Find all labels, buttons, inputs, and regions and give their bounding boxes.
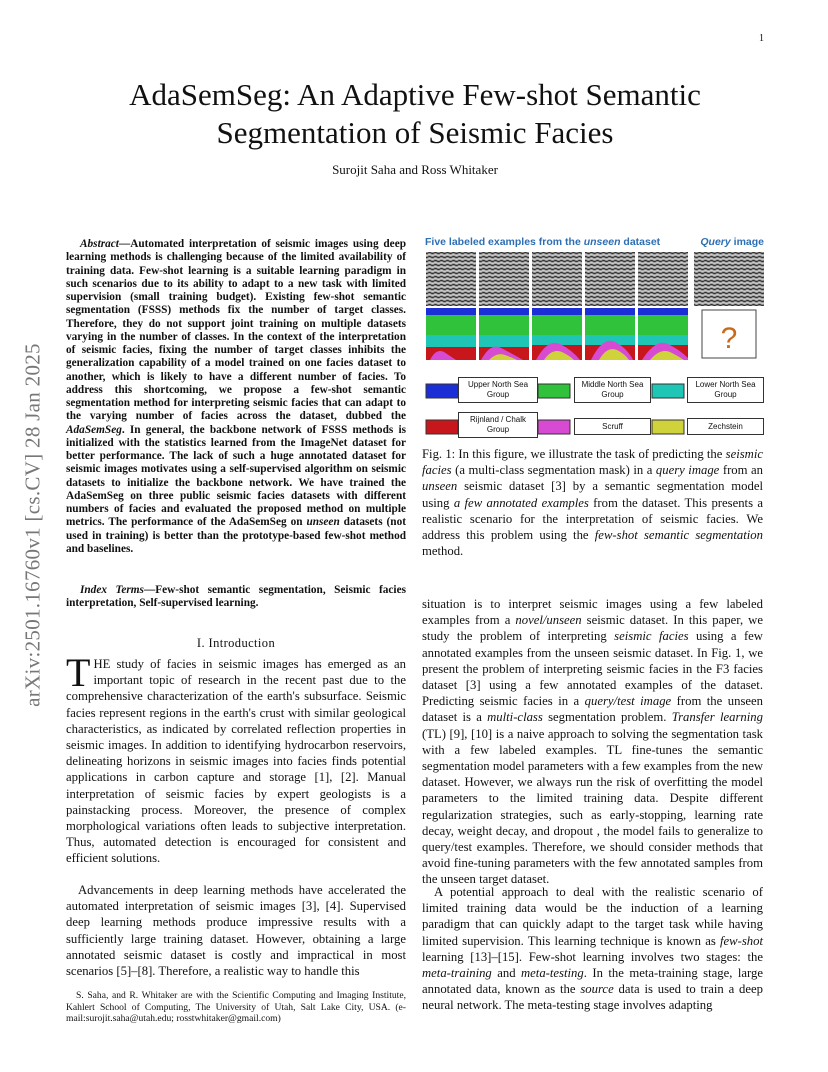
caption-t3: seismic dataset [3] by a semantic segmentation model using (422, 479, 763, 510)
rp2-i2: meta-training (422, 966, 492, 981)
index-terms-lead: Index Terms (80, 584, 144, 596)
rp1-i4: multi-class (487, 710, 543, 725)
caption-i4: a few annotated examples (453, 495, 589, 510)
abstract-unseen: unseen (306, 516, 340, 529)
rp2-t2: learning [13]–[15]. Few-shot learning involves two stages: the (422, 949, 763, 964)
mask-5 (638, 308, 688, 360)
swatch-rijnland-chalk (426, 420, 458, 434)
caption-lead: Fig. 1: In this figure, we illustrate the task of predicting the (422, 447, 726, 461)
authors: Surojit Saha and Ross Whitaker (332, 162, 498, 177)
abstract-method-name: AdaSemSeg (66, 423, 122, 436)
intro-paragraph-1 (66, 650, 406, 867)
rp2-t4: . In the meta-training stage, large annotated data, known as the (422, 966, 763, 997)
swatch-lower-north-sea (652, 384, 684, 398)
intro-paragraph-2: Advancements in deep learning methods have accelerated the automated interpretation of seismic images [3], [4]. Supervised deep learning methods produce impressive results with a sufficiently large training dataset. However, obtaining a large annotated seismic dataset is costly and impractical in most scenarios [5]–[8]. Therefore, a realistic way to handle this (66, 883, 406, 979)
footnote: S. Saha, and R. Whitaker are with the Scientific Computing and Imaging Institute, Kahlert School of Computing, The University of Utah, Salt Lake City, USA. (e-mail:surojit.saha@utah.edu; rosstwhitaker@gmail.com) (66, 990, 406, 1025)
rp1-t4: from the unseen dataset is a (422, 694, 763, 725)
rp2-t5: data is used to train a deep neural network. The meta-testing stage involves adapting (422, 982, 763, 1013)
abstract-text-2: . In general, the backbone network of FSSS methods is initialized with the statistics learned from the ImageNet dataset for better performance. The lack of such a huge annotated dataset for seismic images motivates using a self-supervised algorithm on seismic datasets to initialize the backbone network. We have trained the AdaSemSeg on three public seismic facies datasets with different numbers of facies and evaluated the proposed method on multiple metrics. The performance of the AdaSemSeg on (66, 423, 406, 529)
figure-header-suffix: dataset (620, 236, 661, 248)
abstract (66, 238, 406, 556)
swatch-scruff (538, 420, 570, 434)
caption-i1: seismic facies (422, 447, 763, 478)
query-suffix: image (730, 236, 764, 248)
caption-i3: unseen (422, 479, 458, 494)
abstract-lead: Abstract (80, 238, 119, 250)
legend-label-scruff: Scruff (574, 418, 651, 435)
seismic-image-1 (426, 252, 476, 306)
query-word: Query (700, 236, 731, 248)
rp1-i1: novel/unseen (515, 613, 582, 628)
swatch-middle-north-sea (538, 384, 570, 398)
rp2-t3: and (491, 966, 522, 981)
title-line-2: Segmentation of Seismic Facies (216, 115, 614, 150)
rp2-i1: few-shot (720, 933, 763, 948)
rp1-t6: (TL) [9], [10] is a naive approach to solving the segmentation task with a few labeled examples. TL fine-tunes the semantic segmentation model parameters with a few examples from the new dataset. However, we always run the risk of overfitting the model parameters to the limited training data. Despite different regularization strategies, such as early-stopping, learning rate decay, weight decay, and dropout , the model fails to generalize to query/test examples. Therefore, we should consider methods that avoid fine-tuning parameters with the few annotated samples from the unseen target dataset. (422, 726, 763, 887)
rp2-i3: meta-testing (521, 966, 584, 981)
intro-p1-text: HE study of facies in seismic images has emerged as an important topic of research in the recent past due to the comprehensive characterization of the earth's subsurface. Seismic facies represent regions in the earth's crust with similar geological characteristics, as indicated by correlated reflection properties in seismic images. In addition to identifying hydrocarbon reservoirs, delineating horizons in seismic images into facies finds potential applications in carbon capture and storage [1], [2]. Manual interpretation of seismic facies by expert geologists is a painstacking process. Moreover, the presence of complex morphological variations often leads to subjective interpretation. Thus, automated detection is encouraged for consistent and efficient solutions. (66, 657, 406, 866)
paper-title (70, 76, 760, 152)
rp2-i4: source (580, 982, 614, 997)
legend-label-lower-north-sea: Lower North Sea Group (687, 377, 764, 403)
arxiv-stamp-text: arXiv:2501.16760v1 [cs.CV] 28 Jan 2025 (20, 343, 45, 707)
mask-3 (532, 308, 582, 360)
rp1-i2: seismic facies (614, 629, 689, 644)
abstract-text-3: datasets (not used in training) is better than the prototype-based few-shot method and baselines. (66, 516, 406, 555)
title-line-1: AdaSemSeg: An Adaptive Few-shot Semantic (129, 77, 701, 112)
legend-label-rijnland-chalk: Rijnland / Chalk Group (458, 412, 538, 438)
index-terms-text: —Few-shot semantic segmentation, Seismic facies interpretation, Self-supervised learning. (66, 584, 406, 610)
abstract-text: —Automated interpretation of seismic images using deep learning methods is challenging because of the limited availability of training data. Few-shot learning is a suitable learning paradigm in such scenarios due to its ability to adapt to a new task with limited supervision (small training budget). Existing few-shot semantic segmentation (FSSS) methods fix the number of target classes. Therefore, they do not support joint training on multiple datasets varying in the number of classes. In the context of the interpretation of seismic facies, fixing the number of target classes inhibits the generalization capability of a model trained on one facies dataset to another, which is likely to have a different number of facies. To address this shortcoming, we propose a few-shot semantic segmentation method for interpreting seismic facies that can adapt to the varying number of facies across the dataset, dubbed the (66, 238, 406, 423)
figure-1 (422, 236, 766, 436)
figure-header-unseen: unseen (583, 236, 621, 248)
mask-2 (479, 308, 529, 360)
legend-label-middle-north-sea: Middle North Sea Group (574, 377, 651, 403)
dropcap: T (66, 650, 91, 695)
swatch-zechstein (652, 420, 684, 434)
seismic-image-row (426, 252, 764, 306)
caption-i5: few-shot semantic segmentation (594, 528, 763, 543)
rp1-t2: seismic dataset. In this paper, we study the problem of interpreting (422, 613, 763, 644)
caption-t2: from an (719, 463, 763, 478)
legend-label-zechstein: Zechstein (687, 418, 764, 435)
seismic-image-4 (585, 252, 635, 306)
legend-label-upper-north-sea: Upper North Sea Group (458, 377, 538, 403)
mask-4 (585, 308, 635, 360)
caption-t4: from the dataset. This presents a realistic scenario for the interpretation of seismic facies. We address this problem using the (422, 495, 763, 543)
rp1-i5: Transfer learning (671, 710, 763, 725)
figure-caption (422, 446, 763, 559)
seismic-image-2 (479, 252, 529, 306)
mask-row (426, 308, 756, 360)
seismic-query-image (694, 252, 764, 306)
caption-i2: query image (655, 463, 720, 478)
page-number: 1 (759, 33, 764, 44)
index-terms (66, 584, 406, 611)
figure-header-prefix: Five labeled examples from the (425, 236, 584, 248)
rp1-i3: query/test image (584, 694, 672, 709)
caption-t5: method. (422, 544, 464, 559)
arxiv-stamp (18, 290, 48, 760)
rp2-t1: A potential approach to deal with the realistic scenario of limited training data would be the induction of a learning paradigm that can quickly adapt to the target task while having limited supervision. This learning technique is known as (422, 885, 763, 948)
section-heading: I. Introduction (196, 636, 276, 650)
swatch-upper-north-sea (426, 384, 458, 398)
figure-graphic (422, 236, 766, 436)
seismic-image-3 (532, 252, 582, 306)
rp1-t5: segmentation problem. (542, 710, 672, 725)
right-paragraph-1 (422, 596, 763, 888)
seismic-image-5 (638, 252, 688, 306)
right-paragraph-2 (422, 884, 763, 1014)
rp1-t1: situation is to interpret seismic images using a few labeled examples from a (422, 597, 763, 628)
mask-1 (426, 308, 476, 360)
query-question-mark: ? (720, 322, 738, 355)
caption-t1: (a multi-class segmentation mask) in a (451, 463, 656, 478)
rp1-t3: using a few annotated examples from the unseen seismic dataset. In Fig. 1, we present the problem of interpreting seismic facies in the F3 facies dataset [3] using a few annotated examples of the dataset. Predicting seismic facies in a (422, 629, 763, 709)
